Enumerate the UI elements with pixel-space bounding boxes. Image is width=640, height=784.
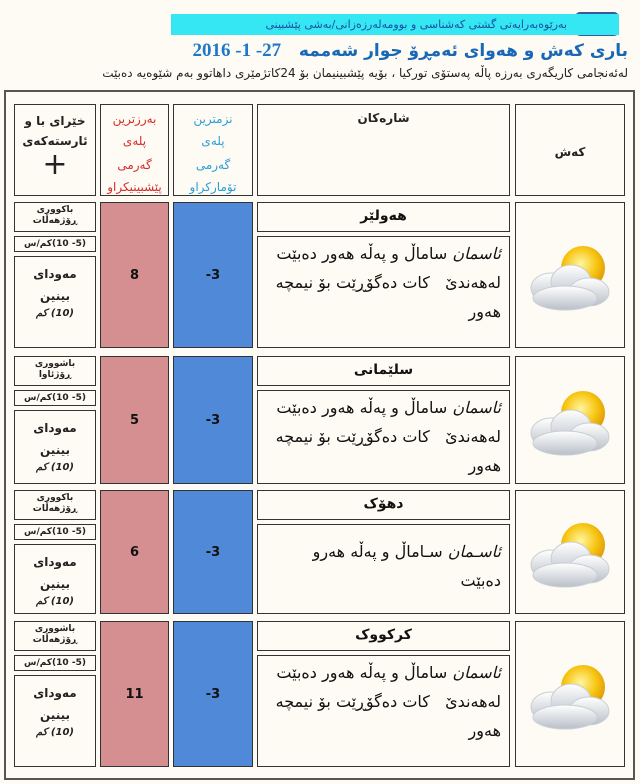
page-title (8, 40, 628, 62)
wind-direction (14, 490, 96, 520)
header-wind-line-2: ئارستەکەی (22, 134, 88, 148)
header-max-temp (100, 104, 169, 196)
max-temp-value: 11 (100, 621, 169, 767)
min-temp-value: -3 (173, 356, 253, 484)
forecast-date: 27- 1- 2016 (192, 40, 282, 61)
min-temp-value: -3 (173, 621, 253, 767)
wind-direction-line-1: باشووری (34, 359, 76, 369)
visibility-line-1: مەودای (33, 686, 77, 700)
title-text: باری کەش و هەوای ئەمڕۆ جوار شەممە (298, 41, 628, 61)
header-min-line-2: پلەی (201, 134, 225, 148)
visibility-km: (10) کم (36, 308, 74, 319)
description-line: لەهەندێ کات دەگۆڕێت بۆ نیمچە (275, 427, 501, 446)
visibility-km: (10) کم (36, 727, 74, 738)
visibility-line-2: بینین (40, 289, 70, 303)
visibility-line-2: بینین (40, 708, 70, 722)
visibility-km: (10) کم (36, 462, 74, 473)
visibility-line-1: مەودای (33, 555, 77, 569)
city-name: کرکووک (257, 621, 510, 651)
department-banner: بەرێوەبەرایەتی گشتی کەشناسی و بوومەلەرزەزانی/بەشی پێشبینی (171, 14, 619, 35)
wind-direction-line-1: باشووری (34, 624, 76, 634)
wind-direction-line-1: باکووری (36, 493, 74, 503)
weather-cell (515, 356, 625, 484)
header-city: شارەکان (257, 104, 510, 196)
description-line: ئاسمان ساماڵ و پەڵە هەور دەبێت (276, 398, 501, 417)
visibility-line-1: مەودای (33, 421, 77, 435)
wind-direction-line-2: ڕۆژئاوا (38, 370, 72, 380)
weather-cell (515, 621, 625, 767)
partly-cloudy-sun-icon (523, 515, 619, 595)
description-line: هەور (468, 456, 501, 475)
wind-direction (14, 356, 96, 386)
min-temp-value: -3 (173, 490, 253, 614)
city-name: سلێمانی (257, 356, 510, 386)
weather-description (257, 524, 510, 614)
partly-cloudy-sun-icon (523, 657, 619, 737)
header-wind-line-1: خێرای با و (24, 114, 86, 128)
visibility-km: (10) کم (36, 596, 74, 607)
weather-description (257, 390, 510, 484)
description-line: ئاسـمان سـاماڵ و پەڵە هەرو (312, 542, 501, 561)
header-max-line-1: بەرزترین (112, 112, 157, 126)
wind-direction-line-1: باکووری (36, 205, 74, 215)
header-min-line-4: تۆمارکراو (189, 180, 237, 194)
header-wind (14, 104, 96, 196)
visibility (14, 256, 96, 348)
header-min-temp (173, 104, 253, 196)
plus-icon: + (42, 147, 68, 182)
wind-speed: (5- 10)کم/س (14, 390, 96, 406)
wind-direction-line-2: ڕۆژهەڵات (32, 504, 78, 514)
visibility (14, 675, 96, 767)
wind-direction (14, 202, 96, 232)
max-temp-value: 5 (100, 356, 169, 484)
description-line: لەهەندێ کات دەگۆڕێت بۆ نیمچە (275, 692, 501, 711)
partly-cloudy-sun-icon (523, 238, 619, 318)
header-max-line-4: پێشبینیکراو (107, 180, 162, 194)
visibility-line-2: بینین (40, 577, 70, 591)
description-line: لەهەندێ کات دەگۆڕێت بۆ نیمچە (275, 273, 501, 292)
visibility (14, 544, 96, 614)
wind-speed: (5- 10)کم/س (14, 524, 96, 540)
max-temp-value: 8 (100, 202, 169, 348)
wind-direction-line-2: ڕۆژهەڵات (32, 635, 78, 645)
wind-direction-line-2: ڕۆژهەڵات (32, 216, 78, 226)
header-min-line-1: نزمترین (193, 112, 233, 126)
weather-description (257, 655, 510, 767)
weather-cell (515, 202, 625, 348)
wind-speed: (5- 10)کم/س (14, 655, 96, 671)
wind-direction (14, 621, 96, 651)
visibility (14, 410, 96, 484)
description-line: ئاسمان ساماڵ و پەڵە هەور دەبێت (276, 663, 501, 682)
wind-speed: (5- 10)کم/س (14, 236, 96, 252)
forecast-summary: لەئەنجامی کاریگەری بەرزە پاڵە پەستۆی تورکیا ، بۆیە پێشبینیمان بۆ 24کاتژمێری داهاتوو بەم شێوەیە دەبێت (102, 66, 628, 80)
weather-description (257, 236, 510, 348)
header-weather: کەش (515, 104, 625, 196)
weather-cell (515, 490, 625, 614)
visibility-line-2: بینین (40, 443, 70, 457)
visibility-line-1: مەودای (33, 267, 77, 281)
partly-cloudy-sun-icon (523, 383, 619, 463)
description-line: هەور (468, 721, 501, 740)
max-temp-value: 6 (100, 490, 169, 614)
description-line: ئاسمان ساماڵ و پەڵە هەور دەبێت (276, 244, 501, 263)
city-name: دهۆک (257, 490, 510, 520)
description-line: دەبێت (460, 571, 501, 590)
header-max-line-2: پلەی (122, 134, 147, 148)
header-min-line-3: گەرمی (195, 158, 231, 172)
city-name: هەولێر (257, 202, 510, 232)
header-max-line-3: گەرمی (117, 158, 152, 172)
min-temp-value: -3 (173, 202, 253, 348)
description-line: هەور (468, 302, 501, 321)
